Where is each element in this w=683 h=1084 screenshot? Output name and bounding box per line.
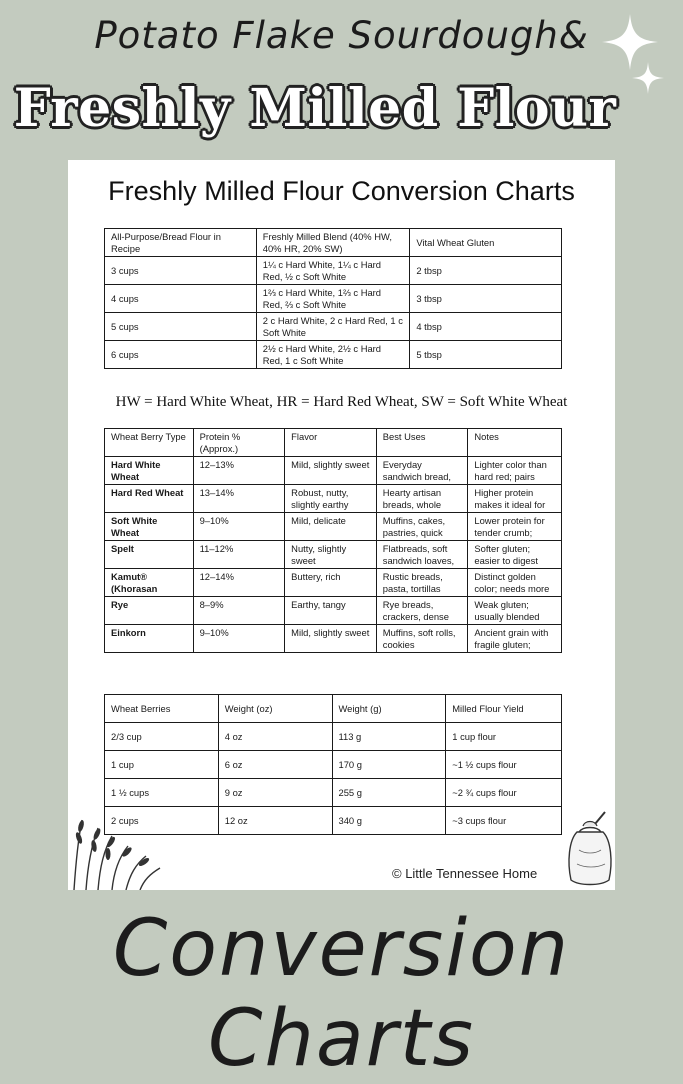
table-row [105,597,562,625]
table-cell: 1 cup flour [446,723,562,751]
table-header-cell: Protein % (Approx.) [193,429,285,457]
table-cell: ~1 ½ cups flour [446,751,562,779]
table-cell: 9 oz [218,779,332,807]
table-row [105,257,562,285]
table-row [105,485,562,513]
table-cell: Earthy, tangy [285,597,377,625]
table-cell: 1 ½ cups [105,779,219,807]
table-cell: Spelt [105,541,194,569]
table-cell: Nutty, slightly sweet [285,541,377,569]
table-row [105,625,562,653]
table-cell: 11–12% [193,541,285,569]
table-cell: Muffins, cakes, pastries, quick [376,513,468,541]
table-cell: Higher protein makes it ideal for [468,485,562,513]
wheat-berry-yield-table [104,694,562,835]
table-cell: 4 cups [105,285,257,313]
table-row [105,513,562,541]
table-row [105,779,562,807]
table-cell: Kamut® (Khorasan [105,569,194,597]
table-cell: 1¼ c Hard White, 1¼ c Hard Red, ½ c Soft White [256,257,410,285]
table-cell: 340 g [332,807,446,835]
table-cell: 5 tbsp [410,341,562,369]
table-header-row [105,695,562,723]
table-cell: Ancient grain with fragile gluten; [468,625,562,653]
table-header-row [105,229,562,257]
table-row [105,457,562,485]
table-cell: Mild, delicate [285,513,377,541]
table-row [105,313,562,341]
table-header-cell: Weight (g) [332,695,446,723]
table-cell: Hearty artisan breads, whole [376,485,468,513]
table-cell: Everyday sandwich bread, [376,457,468,485]
table-cell: 12 oz [218,807,332,835]
table-cell: 2 c Hard White, 2 c Hard Red, 1 c Soft White [256,313,410,341]
table-cell: Mild, slightly sweet [285,625,377,653]
table-cell: ~3 cups flour [446,807,562,835]
table-header-cell: Weight (oz) [218,695,332,723]
table-header-cell: All-Purpose/Bread Flour in Recipe [105,229,257,257]
table-cell: 6 oz [218,751,332,779]
table-cell: 1⅔ c Hard White, 1⅔ c Hard Red, ⅔ c Soft White [256,285,410,313]
table-cell: 9–10% [193,625,285,653]
table-row [105,751,562,779]
table-cell: ~2 ¾ cups flour [446,779,562,807]
table-cell: Distinct golden color; needs more [468,569,562,597]
copyright-credit: © Little Tennessee Home [392,866,538,881]
table-row [105,723,562,751]
table-header-cell: Best Uses [376,429,468,457]
table-cell: 13–14% [193,485,285,513]
table-cell: 5 cups [105,313,257,341]
table-header-cell: Flavor [285,429,377,457]
table-cell: 6 cups [105,341,257,369]
table-cell: 170 g [332,751,446,779]
table-cell: 4 tbsp [410,313,562,341]
table-cell: 2/3 cup [105,723,219,751]
table-cell: 9–10% [193,513,285,541]
table-cell: 255 g [332,779,446,807]
table-cell: 3 cups [105,257,257,285]
table-header-cell: Freshly Milled Blend (40% HW, 40% HR, 20% SW) [256,229,410,257]
table-cell: Softer gluten; easier to digest [468,541,562,569]
table-row [105,285,562,313]
flour-blend-table [104,228,562,369]
table-row [105,341,562,369]
table-cell: 12–14% [193,569,285,597]
table-header-cell: Vital Wheat Gluten [410,229,562,257]
table-cell: 1 cup [105,751,219,779]
table-cell: Soft White Wheat [105,513,194,541]
table-cell: Rye breads, crackers, dense [376,597,468,625]
flour-sack-icon [565,810,615,888]
table-cell: Flatbreads, soft sandwich loaves, [376,541,468,569]
header-line-2: Freshly Milled Flour [13,78,617,139]
table-header-cell: Wheat Berry Type [105,429,194,457]
table-cell: Weak gluten; usually blended [468,597,562,625]
table-cell: Lighter color than hard red; pairs [468,457,562,485]
table-row [105,569,562,597]
table-header-row [105,429,562,457]
conversion-chart-sheet [68,160,615,890]
table-cell: Robust, nutty, slightly earthy [285,485,377,513]
table-cell: Rye [105,597,194,625]
table-header-cell: Milled Flour Yield [446,695,562,723]
table-cell: 12–13% [193,457,285,485]
table-row [105,541,562,569]
table-cell: 8–9% [193,597,285,625]
abbreviation-legend: HW = Hard White Wheat, HR = Hard Red Wheat, SW = Soft White Wheat [115,394,568,410]
table-cell: Mild, slightly sweet [285,457,377,485]
table-cell: Muffins, soft rolls, cookies [376,625,468,653]
table-cell: 2 cups [105,807,219,835]
table-cell: Einkorn [105,625,194,653]
wheat-berry-type-table [104,428,562,653]
table-cell: 2 tbsp [410,257,562,285]
table-cell: Rustic breads, pasta, tortillas [376,569,468,597]
table-cell: 3 tbsp [410,285,562,313]
document-title: Freshly Milled Flour Conversion Charts [108,176,575,206]
header-line-1: Potato Flake Sourdough& [94,14,589,57]
table-cell: Buttery, rich [285,569,377,597]
wheat-icon [68,800,163,890]
table-header-cell: Notes [468,429,562,457]
table-cell: 2½ c Hard White, 2½ c Hard Red, 1 c Soft White [256,341,410,369]
table-row [105,807,562,835]
sparkle-icon [586,12,666,98]
table-cell: Lower protein for tender crumb; [468,513,562,541]
table-cell: 113 g [332,723,446,751]
table-header-cell: Wheat Berries [105,695,219,723]
footer-title: Conversion Charts [112,904,571,1084]
table-cell: Hard Red Wheat [105,485,194,513]
table-cell: 4 oz [218,723,332,751]
table-cell: Hard White Wheat [105,457,194,485]
